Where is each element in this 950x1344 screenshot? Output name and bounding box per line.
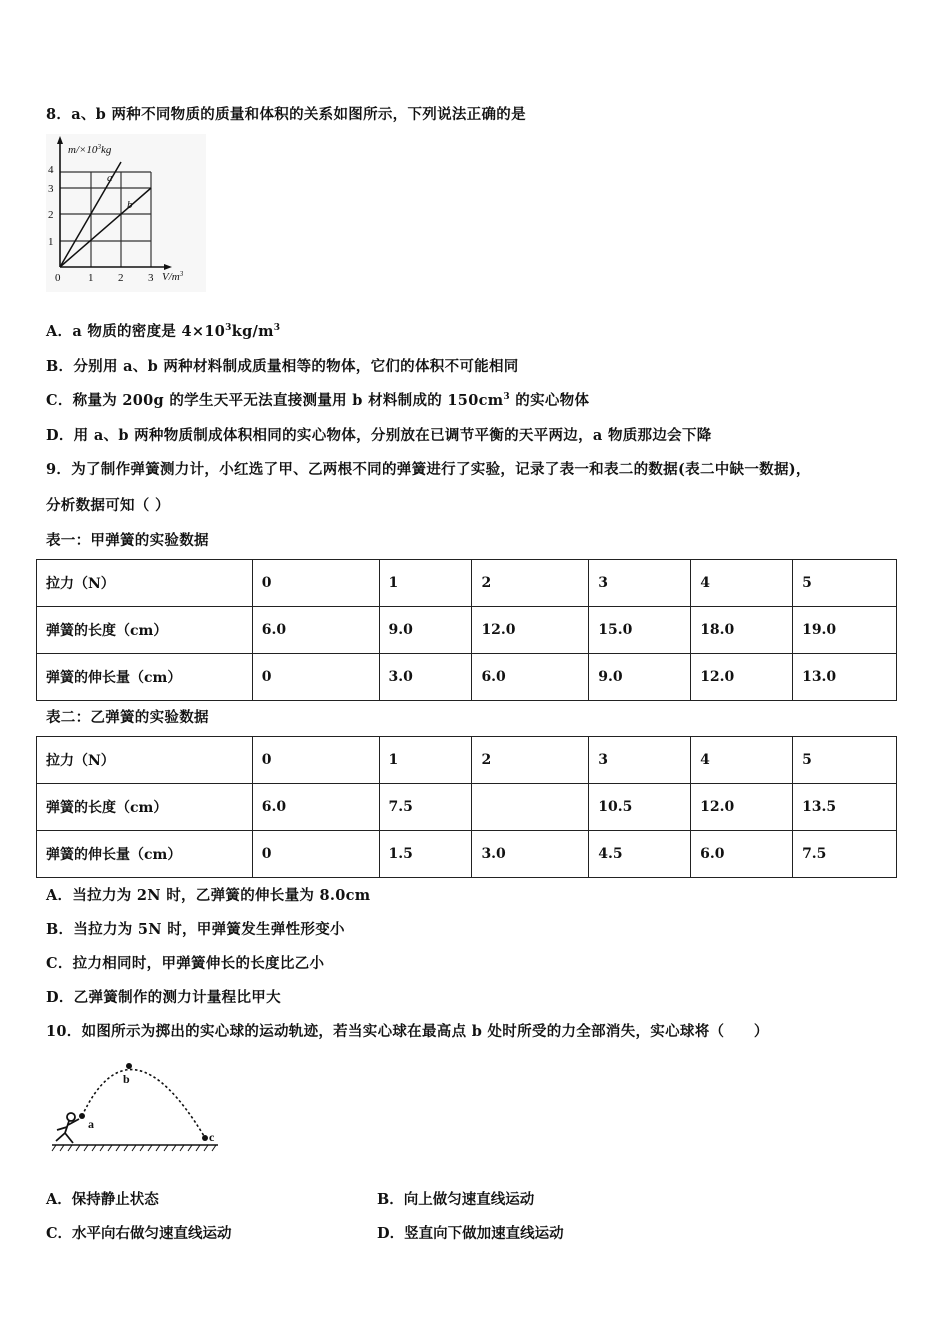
trajectory-diagram <box>50 1056 225 1156</box>
table-cell: 4 <box>691 737 793 784</box>
table-row <box>37 737 897 784</box>
table-cell: 9.0 <box>379 607 472 654</box>
table-cell: 4 <box>691 560 793 607</box>
table-cell: 弹簧的伸长量（cm） <box>37 654 253 701</box>
table1-caption: 表一：甲弹簧的实验数据 <box>46 532 209 549</box>
table-cell: 7.5 <box>793 831 897 878</box>
x-tick-1: 1 <box>88 272 94 284</box>
table-cell: 2 <box>472 560 589 607</box>
x-tick-3: 3 <box>148 272 154 284</box>
table-cell: 13.0 <box>793 654 897 701</box>
q8-option-b: B．分别用 a、b 两种材料制成质量相等的物体，它们的体积不可能相同 <box>46 358 519 375</box>
table-cell: 6.0 <box>252 607 379 654</box>
y-tick-4: 4 <box>48 164 54 176</box>
table2-spring-b <box>36 736 897 878</box>
q8-option-d: D．用 a、b 两种物质制成体积相同的实心物体，分别放在已调节平衡的天平两边，a 物质那边会下降 <box>46 427 712 444</box>
table-row <box>37 607 897 654</box>
table-cell: 19.0 <box>793 607 897 654</box>
table-cell: 3 <box>589 737 691 784</box>
mass-volume-chart <box>46 134 206 292</box>
q10-option-c: C．水平向右做匀速直线运动 <box>46 1225 232 1242</box>
table-row <box>37 831 897 878</box>
table-row <box>37 654 897 701</box>
q10-trajectory-figure <box>50 1056 225 1160</box>
table-cell: 18.0 <box>691 607 793 654</box>
table-cell: 0 <box>252 831 379 878</box>
table-cell: 0 <box>252 654 379 701</box>
table-cell: 6.0 <box>472 654 589 701</box>
table2-caption: 表二：乙弹簧的实验数据 <box>46 709 209 726</box>
table-cell: 3 <box>589 560 691 607</box>
x-axis-label: $V/m^3$ <box>162 270 184 283</box>
table-cell: 5 <box>793 737 897 784</box>
q9-option-b: B．当拉力为 5N 时，甲弹簧发生弹性形变小 <box>46 921 345 938</box>
table-cell: 13.5 <box>793 784 897 831</box>
table-cell: 3.0 <box>379 654 472 701</box>
table-cell: 0 <box>252 737 379 784</box>
q10-option-d: D．竖直向下做加速直线运动 <box>377 1225 564 1242</box>
q8-option-a: A．a 物质的密度是 $4\times 10^3kg/m^3$ <box>46 323 281 340</box>
q8-option-c: C．称量为 200g 的学生天平无法直接测量用 b 材料制成的 $150cm^3$ 的实心物体 <box>46 392 590 409</box>
ball-at-c <box>202 1135 208 1141</box>
table-cell: 12.0 <box>691 654 793 701</box>
point-c-label: c <box>209 1130 215 1144</box>
y-tick-1: 1 <box>48 236 54 248</box>
q9-stem-line1: 9．为了制作弹簧测力计，小红选了甲、乙两根不同的弹簧进行了实验，记录了表一和表二的数据(表二中缺一数据)， <box>46 461 811 478</box>
y-tick-3: 3 <box>48 183 54 195</box>
table-cell: 1 <box>379 737 472 784</box>
table1-spring-a <box>36 559 897 701</box>
trajectory-path <box>82 1070 204 1136</box>
table-cell: 2 <box>472 737 589 784</box>
point-b-label: b <box>123 1072 130 1086</box>
ball-at-a <box>79 1113 85 1119</box>
ground-hatching <box>52 1145 216 1151</box>
y-axis-label: $m/\times 10^3kg$ <box>68 143 112 156</box>
table-cell: 4.5 <box>589 831 691 878</box>
q9-option-d: D．乙弹簧制作的测力计量程比甲大 <box>46 989 281 1006</box>
line-a-label: a <box>107 172 113 184</box>
table-cell: 拉力（N） <box>37 737 253 784</box>
q10-option-a: A．保持静止状态 <box>46 1191 159 1208</box>
table-cell: 9.0 <box>589 654 691 701</box>
table-cell: 6.0 <box>252 784 379 831</box>
table-cell: 7.5 <box>379 784 472 831</box>
q8-stem: 8．a、b 两种不同物质的质量和体积的关系如图所示，下列说法正确的是 <box>46 106 526 123</box>
line-b-label: b <box>127 199 133 211</box>
table-cell: 5 <box>793 560 897 607</box>
q9-option-a: A．当拉力为 2N 时，乙弹簧的伸长量为 8.0cm <box>46 887 371 904</box>
graph-background <box>46 134 206 292</box>
q9-stem-line2: 分析数据可知（ ） <box>46 497 170 514</box>
thrower-figure <box>56 1113 79 1143</box>
table-cell: 弹簧的长度（cm） <box>37 607 253 654</box>
table-cell: 3.0 <box>472 831 589 878</box>
table-row <box>37 784 897 831</box>
ball-at-b <box>126 1063 132 1069</box>
table-cell: 1.5 <box>379 831 472 878</box>
table-cell-missing <box>472 784 589 831</box>
y-tick-2: 2 <box>48 209 54 221</box>
table-cell: 拉力（N） <box>37 560 253 607</box>
table-cell: 12.0 <box>691 784 793 831</box>
x-tick-2: 2 <box>118 272 124 284</box>
q9-option-c: C．拉力相同时，甲弹簧伸长的长度比乙小 <box>46 955 325 972</box>
table-cell: 12.0 <box>472 607 589 654</box>
table-cell: 10.5 <box>589 784 691 831</box>
table-cell: 15.0 <box>589 607 691 654</box>
q10-option-b: B．向上做匀速直线运动 <box>377 1191 535 1208</box>
table-row <box>37 560 897 607</box>
table-cell: 0 <box>252 560 379 607</box>
table-cell: 6.0 <box>691 831 793 878</box>
point-a-label: a <box>88 1117 94 1131</box>
table-cell: 弹簧的长度（cm） <box>37 784 253 831</box>
table-cell: 弹簧的伸长量（cm） <box>37 831 253 878</box>
table-cell: 1 <box>379 560 472 607</box>
q8-mass-volume-graph <box>46 134 206 296</box>
thrower-head <box>67 1113 75 1121</box>
origin-label: 0 <box>55 272 61 284</box>
q10-stem: 10．如图所示为掷出的实心球的运动轨迹，若当实心球在最高点 b 处时所受的力全部消失，实心球将（ ） <box>46 1023 769 1040</box>
